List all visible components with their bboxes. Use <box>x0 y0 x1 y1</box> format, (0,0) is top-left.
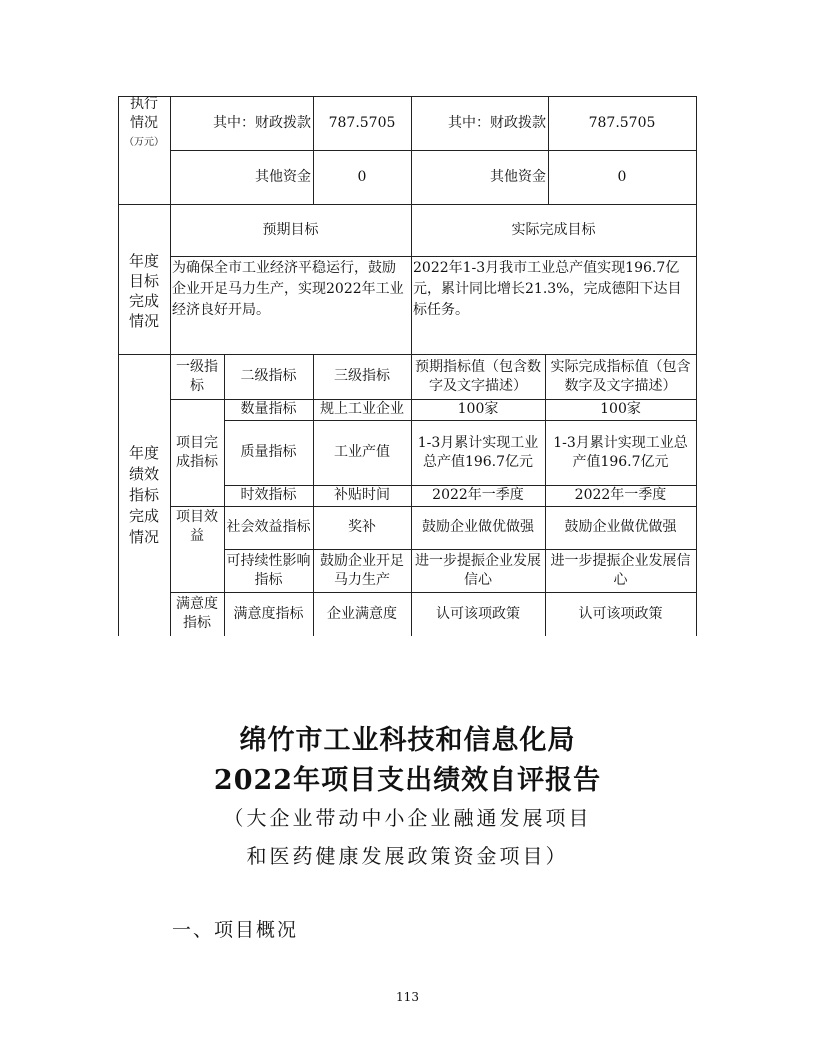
row-level2: 满意度指标 <box>233 605 304 622</box>
row-level2: 时效指标 <box>240 487 297 503</box>
report-title-line2: 2022年项目支出绩效自评报告 <box>213 765 602 796</box>
row-actual: 鼓励企业做优做强 <box>564 519 677 535</box>
annual-goal-line4: 情况 <box>128 312 159 330</box>
annual-goal-label <box>118 204 170 354</box>
report-subtitle-line1: （大企业带动中小企业融通发展项目 <box>223 806 592 830</box>
group-satisfaction: 满意度指标 <box>176 596 218 631</box>
row-actual: 认可该项政策 <box>578 605 663 622</box>
table-row <box>224 399 313 420</box>
expected-goal-text: 为确保全市工业经济平稳运行，鼓励企业开足马力生产，实现2022年工业经济良好开局。 <box>172 260 404 318</box>
performance-label-line5: 情况 <box>128 527 159 546</box>
row-level3: 企业满意度 <box>327 605 397 622</box>
fiscal-label-2: 其中：财政拨款 <box>448 114 546 131</box>
row-level3: 奖补 <box>348 519 376 535</box>
table-row <box>224 485 313 506</box>
group-benefit: 项目效益 <box>176 509 218 544</box>
row-level3: 工业产值 <box>334 444 390 460</box>
row-level2: 数量指标 <box>240 401 297 417</box>
annual-goal-line1: 年度 <box>128 252 159 270</box>
performance-label-line3: 指标 <box>128 485 159 504</box>
table-row <box>224 592 313 636</box>
expected-goal-header: 预期目标 <box>262 221 319 238</box>
row-level3: 鼓励企业开足马力生产 <box>320 552 404 588</box>
row-level2: 社会效益指标 <box>226 519 311 535</box>
other-value-2: 0 <box>617 168 627 185</box>
row-actual: 2022年一季度 <box>574 487 667 503</box>
table-row <box>224 420 313 485</box>
row-expected: 进一步提振企业发展信心 <box>415 552 541 588</box>
exec-unit: （万元） <box>124 136 164 148</box>
header-level1: 一级指标 <box>176 358 218 394</box>
section-heading-overview: 一、项目概况 <box>172 919 299 941</box>
row-actual: 1-3月累计实现工业总产值196.7亿元 <box>553 434 688 470</box>
header-expected: 预期指标值（包含数字及文字描述） <box>415 358 541 394</box>
performance-table <box>118 96 697 636</box>
other-label-2: 其他资金 <box>490 168 546 185</box>
header-actual: 实际完成指标值（包含数字及文字描述） <box>550 358 691 394</box>
other-label-1: 其他资金 <box>255 168 311 185</box>
report-title-line1: 绵竹市工业科技和信息化局 <box>239 725 576 756</box>
page-number: 113 <box>396 990 419 1004</box>
row-expected: 100家 <box>457 401 499 417</box>
table-row <box>224 549 313 592</box>
header-level3: 三级指标 <box>334 368 390 384</box>
row-actual: 100家 <box>600 401 641 417</box>
fiscal-label-1: 其中：财政拨款 <box>213 114 311 131</box>
actual-goal-header: 实际完成目标 <box>511 221 596 238</box>
performance-label-line2: 绩效 <box>128 464 159 483</box>
fiscal-value-2: 787.5705 <box>588 114 656 131</box>
row-expected: 认可该项政策 <box>436 605 520 622</box>
performance-label-line1: 年度 <box>128 443 159 462</box>
header-level2: 二级指标 <box>240 368 297 384</box>
group-output: 项目完成指标 <box>176 434 218 470</box>
row-level2: 质量指标 <box>240 444 297 460</box>
performance-label <box>118 354 170 636</box>
report-subtitle-line2: 和医药健康发展政策资金项目） <box>246 844 569 868</box>
row-level3: 规上工业企业 <box>320 401 404 417</box>
actual-goal-text: 2022年1-3月我市工业总产值实现196.7亿元，累计同比增长21.3%，完成德阳下达目标任务。 <box>413 260 682 318</box>
row-actual: 进一步提振企业发展信心 <box>550 552 691 588</box>
row-expected: 鼓励企业做优做强 <box>422 519 534 535</box>
other-value-1: 0 <box>357 168 367 185</box>
exec-label-line1: 执行 <box>130 95 158 112</box>
exec-label-line2: 情况 <box>130 114 158 131</box>
fiscal-value-1: 787.5705 <box>328 114 396 131</box>
exec-label <box>118 96 170 150</box>
annual-goal-line3: 完成 <box>128 292 159 310</box>
row-expected: 1-3月累计实现工业总产值196.7亿元 <box>417 434 539 470</box>
row-level3: 补贴时间 <box>334 487 390 503</box>
performance-label-line4: 完成 <box>128 506 159 525</box>
row-expected: 2022年一季度 <box>432 487 524 503</box>
annual-goal-line2: 目标 <box>128 272 159 290</box>
row-level2: 可持续性影响指标 <box>226 552 311 588</box>
table-row <box>224 506 313 549</box>
